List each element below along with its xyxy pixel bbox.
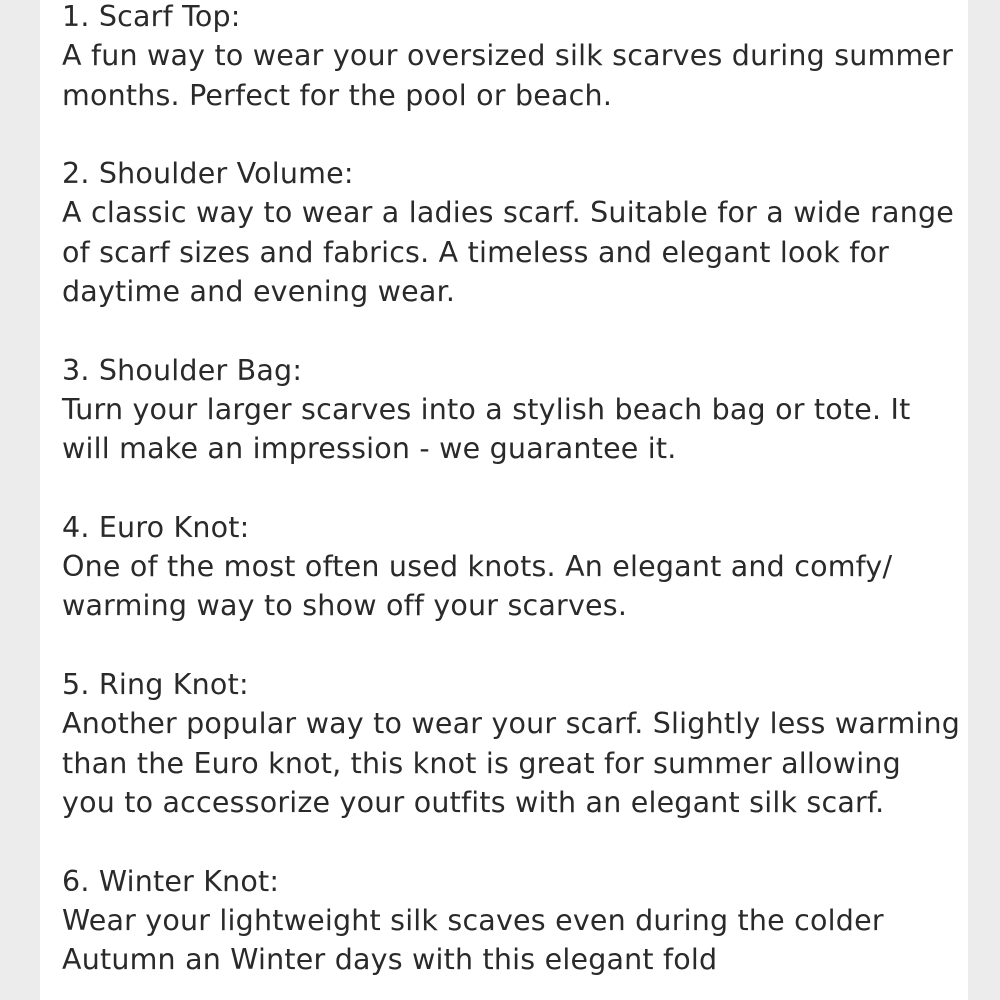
section-heading: 6. Winter Knot: <box>62 864 280 898</box>
section-body: Turn your larger scarves into a stylish beach bag or tote. It will make an impression - we guarantee it. <box>62 392 911 466</box>
section-heading: 1. Scarf Top: <box>62 0 241 33</box>
section-body: A classic way to wear a ladies scarf. Suitable for a wide range of scarf sizes and fabrics. A timeless and elegant look for daytime and evening wear. <box>62 196 955 309</box>
section-heading: 4. Euro Knot: <box>62 510 250 544</box>
section-body: A fun way to wear your oversized silk scarves during summer months. Perfect for the pool or beach. <box>62 39 954 112</box>
section-shoulder-bag <box>62 351 968 469</box>
section-shoulder-volume <box>62 154 968 311</box>
section-body: Another popular way to wear your scarf. Slightly less warming than the Euro knot, this knot is great for summer allowing you to accessorize your outfits with an elegant silk scarf. <box>62 707 961 819</box>
section-body: Wear your lightweight silk scaves even during the colder Autumn an Winter days with this elegant fold <box>62 903 884 977</box>
document-page <box>40 0 968 1000</box>
section-ring-knot <box>62 665 968 822</box>
section-winter-knot <box>62 862 968 980</box>
section-heading: 2. Shoulder Volume: <box>62 157 354 191</box>
section-scarf-top <box>62 0 968 115</box>
section-body: One of the most often used knots. An elegant and comfy/ warming way to show off your scarves. <box>62 550 893 623</box>
section-euro-knot <box>62 508 968 626</box>
scarf-styles-list <box>62 0 968 1000</box>
section-heading: 3. Shoulder Bag: <box>62 353 303 387</box>
section-heading: 5. Ring Knot: <box>62 668 249 702</box>
